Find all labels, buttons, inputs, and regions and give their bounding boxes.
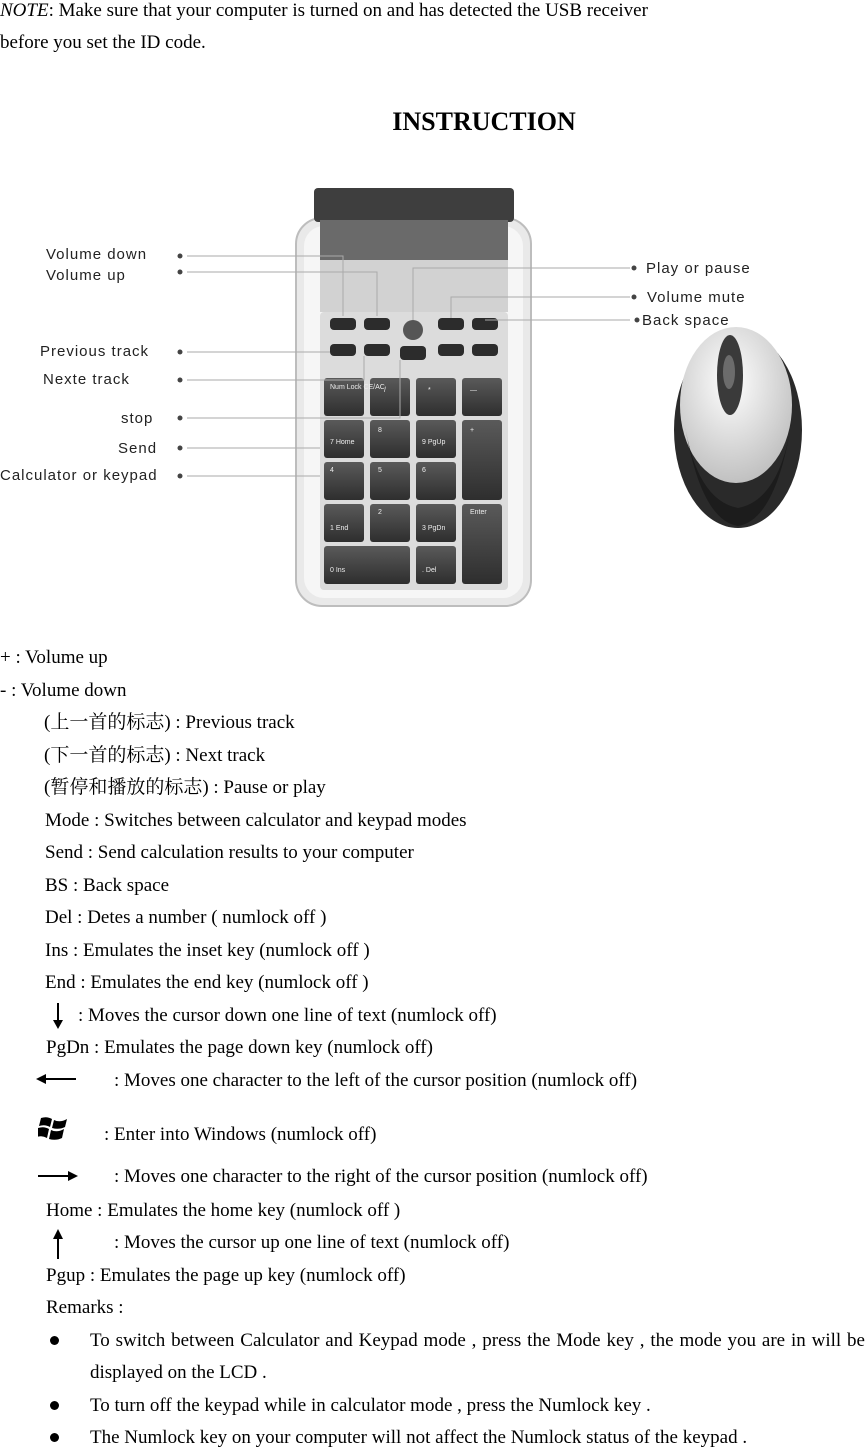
svg-text:+: + bbox=[470, 427, 475, 434]
remark-1: To switch between Calculator and Keypad mode , press the Mode key , the mode you are in will be displayed on the LCD . bbox=[90, 1330, 865, 1383]
right-arrow-icon bbox=[36, 1169, 78, 1183]
label-back-space: Back space bbox=[642, 312, 730, 329]
svg-text:6: 6 bbox=[422, 467, 426, 474]
svg-text:1 End: 1 End bbox=[330, 525, 349, 532]
svg-text:/: / bbox=[384, 387, 386, 394]
svg-text:9 PgUp: 9 PgUp bbox=[422, 439, 446, 446]
def-ins: Ins : Emulates the inset key (numlock off ) bbox=[45, 940, 370, 961]
note-text: : Make sure that your computer is turned on and has detected the USB receiver bbox=[48, 0, 648, 21]
svg-text:8: 8 bbox=[378, 427, 382, 434]
svg-text:4: 4 bbox=[330, 467, 334, 474]
def-down-arrow: : Moves the cursor down one line of text (numlock off) bbox=[78, 1005, 497, 1026]
note-line-2: before you set the ID code. bbox=[0, 32, 206, 53]
up-arrow-icon bbox=[50, 1228, 66, 1260]
windows-icon bbox=[38, 1114, 70, 1142]
svg-text:5: 5 bbox=[378, 467, 382, 474]
bullet-icon bbox=[50, 1336, 59, 1345]
remarks-heading: Remarks : bbox=[46, 1297, 124, 1318]
svg-text:7 Home: 7 Home bbox=[330, 439, 355, 446]
mouse-image bbox=[674, 327, 802, 528]
def-send: Send : Send calculation results to your computer bbox=[45, 842, 414, 863]
def-end: End : Emulates the end key (numlock off ) bbox=[45, 972, 369, 993]
remark-2: To turn off the keypad while in calculator mode , press the Numlock key . bbox=[90, 1395, 651, 1416]
def-next-track: (下一首的标志) : Next track bbox=[44, 745, 266, 766]
lcd-lid bbox=[314, 188, 514, 222]
def-left-arrow: : Moves one character to the left of the cursor position (numlock off) bbox=[114, 1070, 638, 1091]
def-volume-down: - : Volume down bbox=[0, 680, 127, 701]
def-windows: : Enter into Windows (numlock off) bbox=[104, 1124, 377, 1145]
def-mode: Mode : Switches between calculator and keypad modes bbox=[45, 810, 467, 831]
label-previous-track: Previous track bbox=[40, 343, 150, 360]
svg-text:2: 2 bbox=[378, 509, 382, 516]
def-bs: BS : Back space bbox=[45, 875, 170, 896]
label-volume-mute: Volume mute bbox=[647, 289, 746, 306]
def-home: Home : Emulates the home key (numlock off ) bbox=[46, 1200, 401, 1221]
left-arrow-icon bbox=[36, 1072, 78, 1086]
svg-text:. Del: . Del bbox=[422, 567, 437, 574]
svg-text:Num Lock CE/AC: Num Lock CE/AC bbox=[330, 384, 385, 391]
down-arrow-icon bbox=[50, 1002, 66, 1030]
svg-text:—: — bbox=[470, 387, 477, 394]
remark-3: The Numlock key on your computer will not affect the Numlock status of the keypad . bbox=[90, 1427, 748, 1448]
note-label: NOTE bbox=[0, 0, 49, 21]
def-pause-or-play: (暂停和播放的标志) : Pause or play bbox=[44, 777, 326, 798]
label-stop: stop bbox=[121, 410, 154, 427]
def-previous-track: (上一首的标志) : Previous track bbox=[44, 712, 295, 733]
label-play-or-pause: Play or pause bbox=[646, 260, 751, 277]
def-pgup: Pgup : Emulates the page up key (numlock off) bbox=[46, 1265, 406, 1286]
def-pgdn: PgDn : Emulates the page down key (numlock off) bbox=[46, 1037, 433, 1058]
def-right-arrow: : Moves one character to the right of the cursor position (numlock off) bbox=[114, 1166, 648, 1187]
def-del: Del : Detes a number ( numlock off ) bbox=[45, 907, 327, 928]
svg-text:3 PgDn: 3 PgDn bbox=[422, 525, 446, 532]
label-calculator-or-keypad: Calculator or keypad bbox=[0, 467, 158, 484]
page-title: INSTRUCTION bbox=[392, 107, 576, 136]
def-volume-up: + : Volume up bbox=[0, 647, 108, 668]
svg-text:*: * bbox=[428, 387, 431, 394]
label-send: Send bbox=[118, 440, 158, 457]
keypad-diagram bbox=[0, 0, 865, 630]
label-next-track: Nexte track bbox=[43, 371, 130, 388]
bullet-icon bbox=[50, 1433, 59, 1442]
def-up-arrow: : Moves the cursor up one line of text (numlock off) bbox=[114, 1232, 510, 1253]
label-volume-down: Volume down bbox=[46, 246, 148, 263]
bullet-icon bbox=[50, 1401, 59, 1410]
label-volume-up: Volume up bbox=[46, 267, 126, 284]
svg-text:0 Ins: 0 Ins bbox=[330, 567, 346, 574]
svg-text:Enter: Enter bbox=[470, 509, 487, 516]
